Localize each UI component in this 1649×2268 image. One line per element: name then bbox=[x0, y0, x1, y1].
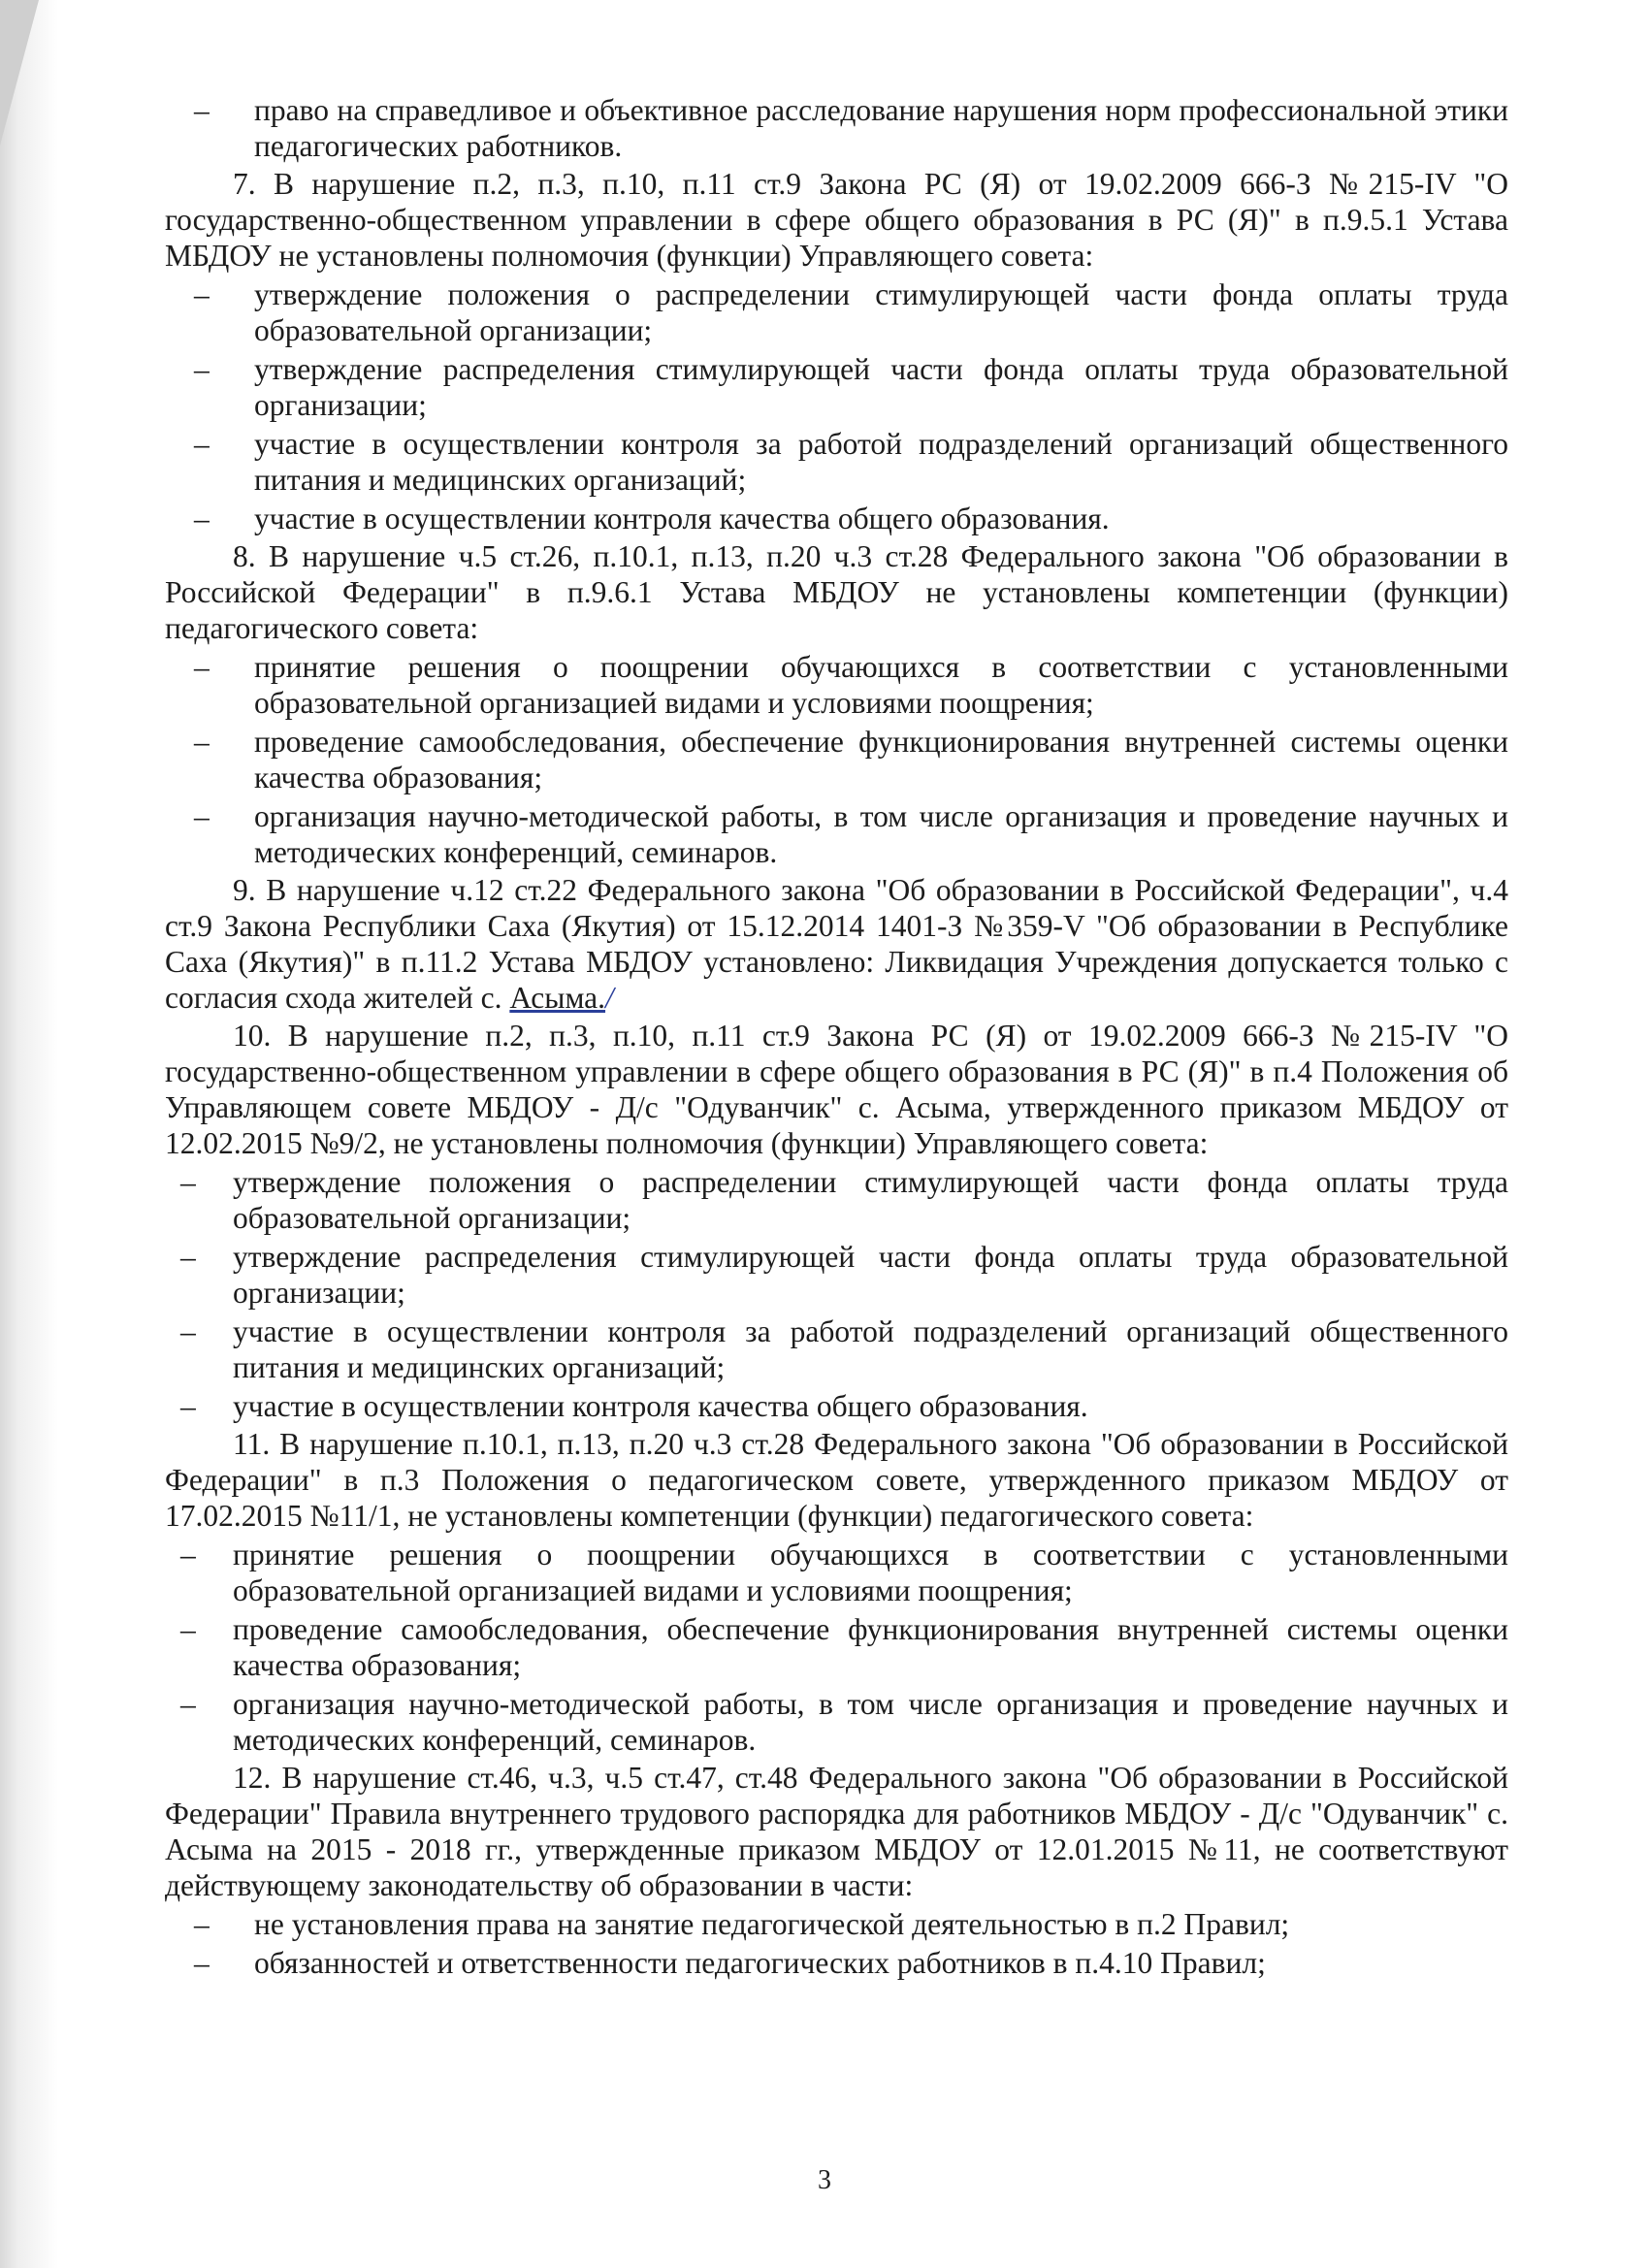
list-dash: – bbox=[180, 1165, 196, 1199]
list-dash: – bbox=[180, 1389, 196, 1423]
list-item-text: организация научно-методической работы, в том числе организация и проведение научных и методических конференций, семинаров. bbox=[233, 1687, 1508, 1757]
pen-mark: / bbox=[605, 981, 614, 1015]
list-item-text: не установления права на занятие педагогической деятельностью в п.2 Правил; bbox=[254, 1907, 1290, 1941]
list-item bbox=[165, 1686, 1508, 1758]
numbered-paragraph bbox=[165, 1426, 1508, 1534]
numbered-paragraph bbox=[165, 872, 1508, 1016]
list-item-text: участие в осуществлении контроля качества общего образования. bbox=[233, 1389, 1088, 1423]
page-number: 3 bbox=[818, 2165, 831, 2195]
list-dash: – bbox=[194, 725, 210, 759]
paragraph-text: 11. В нарушение п.10.1, п.13, п.20 ч.3 ст.28 Федерального закона "Об образовании в Российской Федерации" в п.3 Положения о педагогическом совете, утвержденного приказом МБДОУ от 17.02.2015 №11/1, не установлены компетенции (функции) педагогического совета: bbox=[165, 1427, 1508, 1533]
folded-corner bbox=[0, 0, 39, 146]
numbered-paragraph bbox=[165, 1018, 1508, 1161]
list-item-text: проведение самообследования, обеспечение функционирования внутренней системы оценки качества образования; bbox=[254, 725, 1508, 794]
list-item-text: участие в осуществлении контроля за работой подразделений организаций общественного питания и медицинских организаций; bbox=[254, 427, 1508, 497]
list-item bbox=[165, 351, 1508, 423]
numbered-paragraph bbox=[165, 166, 1508, 274]
paragraph-text: 12. В нарушение ст.46, ч.3, ч.5 ст.47, ст.48 Федерального закона "Об образовании в Российской Федерации" Правила внутреннего трудового распорядка для работников МБДОУ - Д/с "Одуванчик" с. Асыма на 2015 - 2018 гг., утвержденные приказом МБДОУ от 12.01.2015 №11, не соответствуют действующему законодательству об образовании в части: bbox=[165, 1761, 1508, 1902]
list-item bbox=[165, 1945, 1508, 1981]
scan-edge-shadow bbox=[0, 0, 58, 2268]
list-item-text: проведение самообследования, обеспечение функционирования внутренней системы оценки качества образования; bbox=[233, 1612, 1508, 1682]
list-dash: – bbox=[194, 1946, 210, 1980]
list-dash: – bbox=[180, 1612, 196, 1646]
list-dash: – bbox=[194, 352, 210, 386]
list-item bbox=[165, 1313, 1508, 1385]
paragraph-text: 7. В нарушение п.2, п.3, п.10, п.11 ст.9 Закона РС (Я) от 19.02.2009 666-З №215-IV "О государственно-общественном управлении в сфере общего образования в РС (Я)" в п.9.5.1 Устава МБДОУ не установлены полномочия (функции) Управляющего совета: bbox=[165, 167, 1508, 273]
list-item bbox=[165, 1164, 1508, 1236]
list-item-text: обязанностей и ответственности педагогических работников в п.4.10 Правил; bbox=[254, 1946, 1266, 1980]
list-item bbox=[165, 426, 1508, 498]
list-item bbox=[165, 1537, 1508, 1608]
list-item-text: утверждение распределения стимулирующей части фонда оплаты труда образовательной организации; bbox=[254, 352, 1508, 422]
list-item-text: утверждение положения о распределении стимулирующей части фонда оплаты труда образовательной организации; bbox=[233, 1165, 1508, 1235]
list-item bbox=[165, 501, 1508, 536]
list-dash: – bbox=[194, 277, 210, 311]
list-item bbox=[165, 276, 1508, 348]
list-dash: – bbox=[194, 799, 210, 833]
list-dash: – bbox=[180, 1538, 196, 1571]
list-dash: – bbox=[194, 1907, 210, 1941]
list-item bbox=[165, 724, 1508, 795]
numbered-paragraph bbox=[165, 1760, 1508, 1903]
list-dash: – bbox=[194, 502, 210, 535]
list-item bbox=[165, 1611, 1508, 1683]
list-dash: – bbox=[180, 1240, 196, 1274]
paragraph-text: 9. В нарушение ч.12 ст.22 Федерального закона "Об образовании в Российской Федерации", ч.4 ст.9 Закона Республики Саха (Якутия) от 15.12.2014 1401-З №359-V "Об образовании в Республике Саха (Якутия)" в п.11.2 Устава МБДОУ установлено: Ликвидация Учреждения допускается только с согласия схода жителей с. bbox=[165, 873, 1508, 1015]
list-dash: – bbox=[180, 1314, 196, 1348]
list-item-text: участие в осуществлении контроля за работой подразделений организаций общественного питания и медицинских организаций; bbox=[233, 1314, 1508, 1384]
paragraph-text: 10. В нарушение п.2, п.3, п.10, п.11 ст.9 Закона РС (Я) от 19.02.2009 666-З №215-IV "О государственно-общественном управлении в сфере общего образования в РС (Я)" в п.4 Положения об Управляющем совете МБДОУ - Д/с "Одуванчик" с. Асыма, утвержденного приказом МБДОУ от 12.02.2015 №9/2, не установлены полномочия (функции) Управляющего совета: bbox=[165, 1019, 1508, 1160]
underlined-word: Асыма. bbox=[509, 981, 606, 1015]
list-dash: – bbox=[194, 427, 210, 461]
paragraph-text: 8. В нарушение ч.5 ст.26, п.10.1, п.13, п.20 ч.3 ст.28 Федерального закона "Об образовании в Российской Федерации" в п.9.6.1 Устава МБДОУ не установлены компетенции (функции) педагогического совета: bbox=[165, 539, 1508, 645]
document-body bbox=[165, 89, 1508, 1981]
list-item bbox=[165, 92, 1508, 164]
list-item bbox=[165, 649, 1508, 721]
numbered-paragraph bbox=[165, 538, 1508, 646]
list-item bbox=[165, 1906, 1508, 1942]
list-item-text: утверждение положения о распределении стимулирующей части фонда оплаты труда образовательной организации; bbox=[254, 277, 1508, 347]
list-item-text: организация научно-методической работы, в том числе организация и проведение научных и методических конференций, семинаров. bbox=[254, 799, 1508, 869]
list-dash: – bbox=[194, 93, 210, 127]
list-item bbox=[165, 798, 1508, 870]
list-dash: – bbox=[180, 1687, 196, 1721]
list-item-text: участие в осуществлении контроля качества общего образования. bbox=[254, 502, 1110, 535]
list-item-text: принятие решения о поощрении обучающихся в соответствии с установленными образовательной организацией видами и условиями поощрения; bbox=[233, 1538, 1508, 1607]
list-dash: – bbox=[194, 650, 210, 684]
list-item bbox=[165, 1388, 1508, 1424]
list-item-text: право на справедливое и объективное расследование нарушения норм профессиональной этики педагогических работников. bbox=[254, 93, 1508, 163]
list-item-text: утверждение распределения стимулирующей части фонда оплаты труда образовательной организации; bbox=[233, 1240, 1508, 1310]
list-item bbox=[165, 1239, 1508, 1311]
list-item-text: принятие решения о поощрении обучающихся в соответствии с установленными образовательной организацией видами и условиями поощрения; bbox=[254, 650, 1508, 720]
